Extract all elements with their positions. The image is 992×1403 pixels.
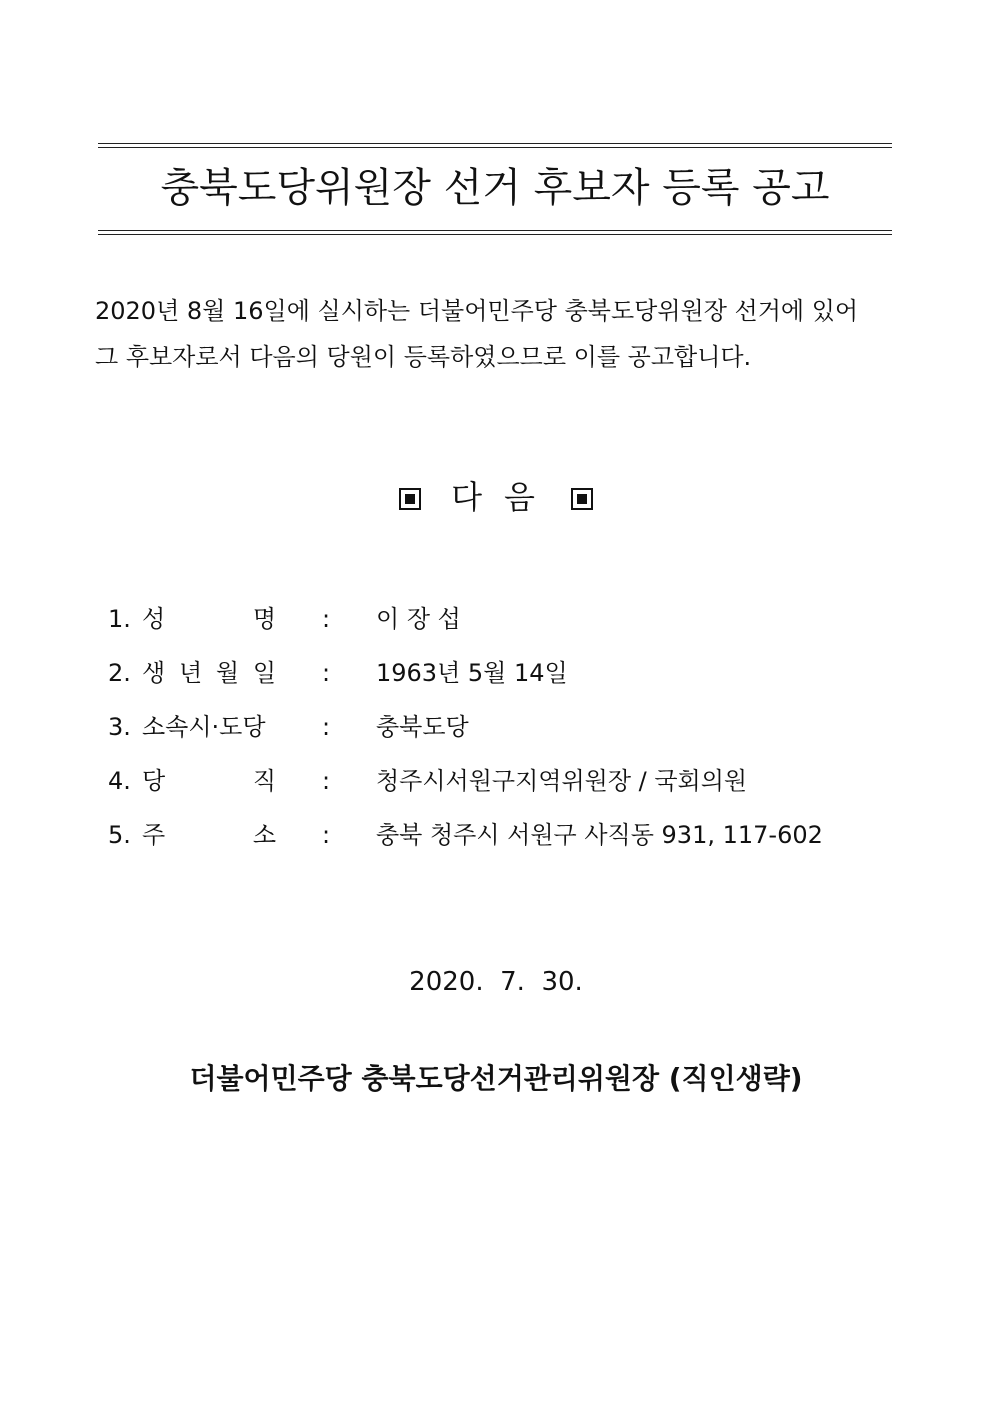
label-char: 직 bbox=[252, 767, 276, 795]
title-top-rule-1 bbox=[98, 143, 892, 144]
filled-square-icon bbox=[571, 488, 593, 510]
candidate-info-list bbox=[108, 592, 868, 862]
item-colon: : bbox=[322, 713, 331, 741]
label-char: 소 bbox=[252, 821, 276, 849]
intro-paragraph bbox=[95, 288, 905, 380]
item-number: 5. bbox=[108, 821, 131, 849]
info-item-name bbox=[108, 592, 868, 646]
item-value: 이 장 섭 bbox=[376, 605, 461, 633]
info-item-address bbox=[108, 808, 868, 862]
filled-square-icon bbox=[399, 488, 421, 510]
item-label bbox=[142, 808, 276, 862]
intro-line-2: 그 후보자로서 다음의 당원이 등록하였으므로 이를 공고합니다. bbox=[95, 343, 752, 371]
item-number: 2. bbox=[108, 659, 131, 687]
item-value: 충북도당 bbox=[376, 713, 469, 741]
info-item-birthdate bbox=[108, 646, 868, 700]
item-value: 청주시서원구지역위원장 / 국회의원 bbox=[376, 767, 748, 795]
notice-heading-text: 다음 bbox=[451, 478, 557, 516]
label-char: 성 bbox=[142, 605, 166, 633]
intro-line-1: 2020년 8월 16일에 실시하는 더불어민주당 충북도당위원장 선거에 있어 bbox=[95, 297, 859, 325]
notice-heading bbox=[0, 472, 992, 522]
label-char: 생 bbox=[142, 659, 166, 687]
document-title: 충북도당위원장 선거 후보자 등록 공고 bbox=[160, 165, 830, 211]
item-colon: : bbox=[322, 821, 331, 849]
item-colon: : bbox=[322, 659, 331, 687]
item-colon: : bbox=[322, 605, 331, 633]
item-number: 1. bbox=[108, 605, 131, 633]
title-bottom-rule-1 bbox=[98, 230, 892, 231]
label-char: 월 bbox=[215, 659, 240, 687]
label-char: 소속시·도당 bbox=[142, 713, 266, 741]
label-char: 년 bbox=[178, 659, 203, 687]
item-value: 충북 청주시 서원구 사직동 931, 117-602 bbox=[376, 821, 823, 849]
item-value: 1963년 5월 14일 bbox=[376, 659, 568, 687]
label-char: 일 bbox=[252, 659, 276, 687]
label-char: 주 bbox=[142, 821, 166, 849]
label-char: 명 bbox=[252, 605, 276, 633]
item-number: 4. bbox=[108, 767, 131, 795]
label-char: 당 bbox=[142, 767, 166, 795]
item-label bbox=[142, 754, 276, 808]
item-colon: : bbox=[322, 767, 331, 795]
title-top-rule-2 bbox=[98, 147, 892, 148]
title-bottom-rule-2 bbox=[98, 234, 892, 235]
info-item-affiliation bbox=[108, 700, 868, 754]
item-label bbox=[142, 592, 276, 646]
announcement-date: 2020. 7. 30. bbox=[409, 967, 583, 997]
signature-line: 더불어민주당 충북도당선거관리위원장 (직인생략) bbox=[189, 1062, 803, 1095]
item-label bbox=[142, 646, 276, 700]
item-number: 3. bbox=[108, 713, 131, 741]
item-label bbox=[142, 700, 276, 754]
info-item-party-position bbox=[108, 754, 868, 808]
